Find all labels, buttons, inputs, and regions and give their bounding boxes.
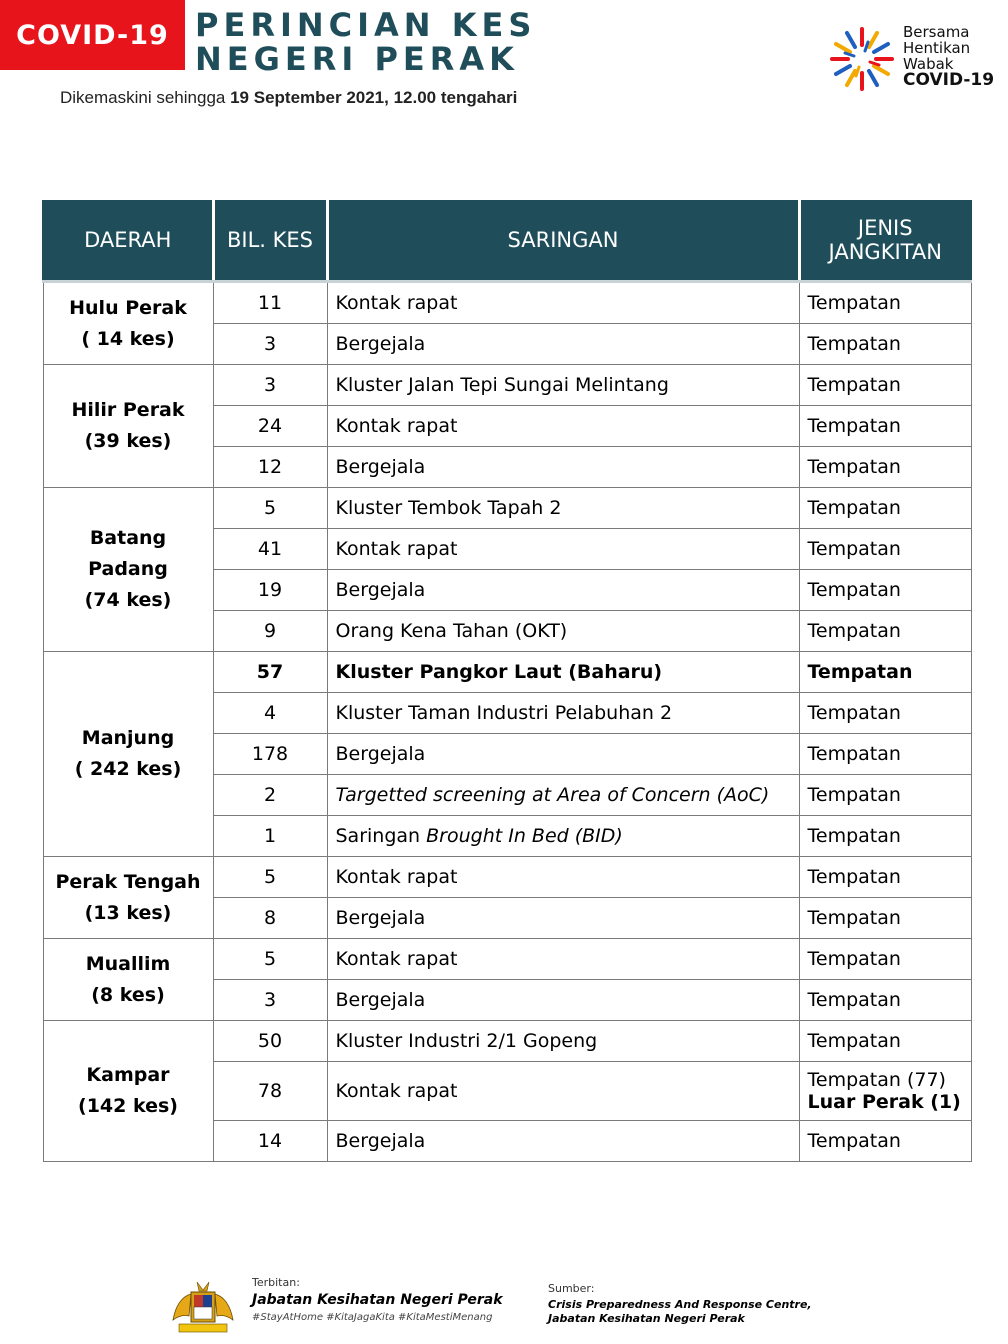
table-row bbox=[43, 282, 971, 324]
district-name: Kampar bbox=[86, 1064, 170, 1086]
district-total: ( 14 kes) bbox=[81, 327, 175, 350]
jenis-line-2: Luar Perak (1) bbox=[807, 1091, 961, 1113]
district-cell bbox=[43, 365, 213, 488]
kes-cell: 178 bbox=[213, 734, 327, 775]
table-row bbox=[43, 652, 971, 693]
header-jenis-line-2: JANGKITAN bbox=[828, 240, 942, 264]
jenis-cell: Tempatan bbox=[799, 447, 971, 488]
jenis-cell: Tempatan bbox=[799, 1021, 971, 1062]
logo-line-3: Wabak bbox=[903, 55, 954, 73]
kes-cell: 4 bbox=[213, 693, 327, 734]
terbitan-name: Jabatan Kesihatan Negeri Perak bbox=[252, 1292, 503, 1308]
kes-cell: 2 bbox=[213, 775, 327, 816]
kes-cell: 12 bbox=[213, 447, 327, 488]
source-block bbox=[548, 1282, 812, 1326]
jenis-cell: Tempatan bbox=[799, 816, 971, 857]
kes-cell: 3 bbox=[213, 324, 327, 365]
sumber-line-1: Crisis Preparedness And Response Centre, bbox=[548, 1298, 812, 1311]
jenis-cell: Tempatan bbox=[799, 898, 971, 939]
kes-cell: 19 bbox=[213, 570, 327, 611]
kes-cell: 57 bbox=[213, 652, 327, 693]
saringan-cell: Kontak rapat bbox=[327, 282, 799, 324]
kes-cell: 3 bbox=[213, 980, 327, 1021]
saringan-cell: Kontak rapat bbox=[327, 857, 799, 898]
district-cell bbox=[43, 1021, 213, 1162]
jenis-cell: Tempatan bbox=[799, 857, 971, 898]
kes-cell: 24 bbox=[213, 406, 327, 447]
terbitan-label: Terbitan: bbox=[252, 1276, 300, 1289]
district-name: Batang Padang bbox=[88, 527, 168, 580]
sunburst-icon bbox=[828, 18, 900, 100]
table-row bbox=[43, 365, 971, 406]
kes-cell: 8 bbox=[213, 898, 327, 939]
title-line-2: NEGERI PERAK bbox=[195, 40, 519, 78]
kes-cell: 1 bbox=[213, 816, 327, 857]
jenis-cell: Tempatan bbox=[799, 734, 971, 775]
kes-cell: 5 bbox=[213, 857, 327, 898]
jenis-cell: Tempatan bbox=[799, 939, 971, 980]
saringan-cell: Bergejala bbox=[327, 898, 799, 939]
saringan-cell: Bergejala bbox=[327, 734, 799, 775]
saringan-cell: Kontak rapat bbox=[327, 1062, 799, 1121]
saringan-cell: Kontak rapat bbox=[327, 529, 799, 570]
table-row bbox=[43, 1021, 971, 1062]
saringan-cell: Bergejala bbox=[327, 447, 799, 488]
sumber-label: Sumber: bbox=[548, 1282, 595, 1295]
saringan-cell: Orang Kena Tahan (OKT) bbox=[327, 611, 799, 652]
table-header-row bbox=[43, 200, 971, 282]
saringan-cell: Bergejala bbox=[327, 980, 799, 1021]
district-cell bbox=[43, 857, 213, 939]
jenis-cell: Tempatan bbox=[799, 365, 971, 406]
header-jenis-line-1: JENIS bbox=[857, 216, 913, 240]
district-name: Perak Tengah bbox=[55, 870, 201, 893]
jenis-cell: Tempatan bbox=[799, 652, 971, 693]
saringan-cell: Bergejala bbox=[327, 324, 799, 365]
saringan-cell: Kluster Pangkor Laut (Baharu) bbox=[327, 652, 799, 693]
saringan-cell: Kluster Industri 2/1 Gopeng bbox=[327, 1021, 799, 1062]
district-cell bbox=[43, 488, 213, 652]
kes-cell: 5 bbox=[213, 939, 327, 980]
jenis-cell: Tempatan bbox=[799, 980, 971, 1021]
kes-cell: 5 bbox=[213, 488, 327, 529]
updated-date: 19 September 2021, 12.00 tengahari bbox=[230, 88, 518, 107]
saringan-cell: Targetted screening at Area of Concern (AoC) bbox=[327, 775, 799, 816]
jenis-cell: Tempatan bbox=[799, 324, 971, 365]
saringan-cell: Kluster Taman Industri Pelabuhan 2 bbox=[327, 693, 799, 734]
footer bbox=[0, 1270, 1008, 1344]
saringan-cell bbox=[327, 816, 799, 857]
publisher-block bbox=[252, 1276, 503, 1323]
district-total: (39 kes) bbox=[84, 430, 172, 452]
jenis-cell: Tempatan bbox=[799, 529, 971, 570]
table-row bbox=[43, 857, 971, 898]
district-name: Muallim bbox=[85, 952, 171, 975]
table-row bbox=[43, 488, 971, 529]
updated-timestamp bbox=[60, 88, 517, 108]
jenis-cell: Tempatan bbox=[799, 611, 971, 652]
jenis-cell: Tempatan bbox=[799, 570, 971, 611]
logo-line-2: Hentikan bbox=[903, 39, 971, 57]
covid-badge bbox=[0, 0, 185, 70]
sumber-text bbox=[548, 1298, 812, 1326]
district-cell bbox=[43, 939, 213, 1021]
jenis-cell: Tempatan bbox=[799, 282, 971, 324]
header-daerah: DAERAH bbox=[43, 200, 213, 282]
district-total: (74 kes) bbox=[84, 589, 172, 611]
district-name: Hulu Perak bbox=[69, 296, 187, 319]
kes-cell: 41 bbox=[213, 529, 327, 570]
jenis-cell: Tempatan bbox=[799, 1121, 971, 1162]
header-saringan: SARINGAN bbox=[327, 200, 799, 282]
hashtags: #StayAtHome #KitaJagaKita #KitaMestiMenang bbox=[252, 1312, 493, 1323]
district-name: Hilir Perak bbox=[71, 399, 185, 421]
district-total: (8 kes) bbox=[91, 983, 165, 1006]
jenis-cell bbox=[799, 1062, 971, 1121]
header-bil-kes: BIL. KES bbox=[213, 200, 327, 282]
header-jenis-jangkitan bbox=[799, 200, 971, 282]
page-title bbox=[195, 8, 536, 76]
kes-cell: 11 bbox=[213, 282, 327, 324]
jenis-cell: Tempatan bbox=[799, 775, 971, 816]
saringan-cell: Bergejala bbox=[327, 1121, 799, 1162]
kes-cell: 9 bbox=[213, 611, 327, 652]
kes-cell: 3 bbox=[213, 365, 327, 406]
saringan-cell: Bergejala bbox=[327, 570, 799, 611]
kes-cell: 78 bbox=[213, 1062, 327, 1121]
saringan-prefix: Saringan bbox=[335, 825, 427, 847]
logo-line-4: COVID-19 bbox=[903, 70, 995, 90]
bersama-hentikan-logo bbox=[828, 18, 998, 100]
kes-cell: 14 bbox=[213, 1121, 327, 1162]
saringan-cell: Kluster Jalan Tepi Sungai Melintang bbox=[327, 365, 799, 406]
table-row bbox=[43, 939, 971, 980]
kes-cell: 50 bbox=[213, 1021, 327, 1062]
saringan-italic: Brought In Bed (BID) bbox=[426, 825, 623, 847]
district-cell bbox=[43, 282, 213, 365]
saringan-cell: Kontak rapat bbox=[327, 939, 799, 980]
district-cell bbox=[43, 652, 213, 857]
saringan-cell: Kluster Tembok Tapah 2 bbox=[327, 488, 799, 529]
saringan-cell: Kontak rapat bbox=[327, 406, 799, 447]
state-crest-icon bbox=[163, 1280, 243, 1338]
logo-line-1: Bersama bbox=[903, 23, 970, 41]
district-total: (13 kes) bbox=[84, 901, 172, 924]
badge-label: COVID-19 bbox=[16, 19, 169, 51]
district-total: (142 kes) bbox=[78, 1095, 178, 1117]
district-total: ( 242 kes) bbox=[74, 758, 182, 780]
jenis-cell: Tempatan bbox=[799, 406, 971, 447]
sumber-line-2: Jabatan Kesihatan Negeri Perak bbox=[548, 1312, 745, 1325]
jenis-cell: Tempatan bbox=[799, 693, 971, 734]
jenis-cell: Tempatan bbox=[799, 488, 971, 529]
logo-text bbox=[903, 24, 994, 88]
case-breakdown-table bbox=[42, 200, 972, 1162]
district-name: Manjung bbox=[81, 727, 175, 749]
title-line-1: PERINCIAN KES bbox=[195, 6, 537, 44]
updated-prefix: Dikemaskini sehingga bbox=[60, 88, 231, 107]
jenis-line-1: Tempatan (77) bbox=[807, 1069, 946, 1091]
